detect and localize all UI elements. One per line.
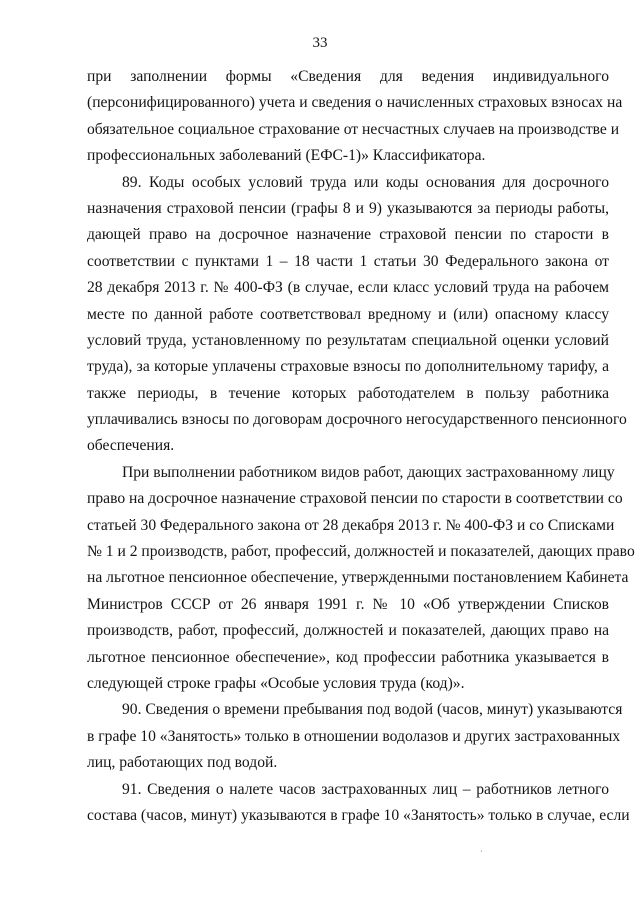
text-line: месте по данной работе соответствовал вредному и (или) опасному классу [87, 305, 609, 323]
text-line: обязательное социальное страхование от несчастных случаев на производстве и [87, 120, 620, 138]
text-line: № 1 и 2 производств, работ, профессий, должностей и показателей, дающих право [87, 543, 635, 561]
text-line: при заполнении формы «Сведения для ведения индивидуального [87, 68, 609, 85]
text-line: дающей право на досрочное назначение страховой пенсии по старости в [87, 226, 609, 244]
page-number: 33 [312, 35, 328, 51]
text-line: льготное пенсионное обеспечение», код профессии работника указывается в [87, 648, 609, 666]
text-line: 91. Сведения о налете часов застрахованных лиц – работников летного [122, 780, 609, 798]
text-line: право на досрочное назначение страховой пенсии по старости в соответствии со [87, 490, 623, 508]
text-line: условий труда, установленному по результатам специальной оценки условий [87, 331, 609, 349]
text-line: обеспечения. [87, 437, 175, 455]
text-line: также периоды, в течение которых работодателем в пользу работника [87, 384, 609, 402]
text-line: При выполнении работником видов работ, дающих застрахованному лицу [122, 463, 615, 481]
text-line: назначения страховой пенсии (графы 8 и 9) указываются за периоды работы, [87, 199, 609, 217]
text-line: 89. Коды особых условий труда или коды основания для досрочного [122, 173, 609, 191]
text-line: (персонифицированного) учета и сведения о начисленных страховых взносах на [87, 94, 623, 112]
text-line: 90. Сведения о времени пребывания под водой (часов, минут) указываются [122, 701, 623, 719]
text-line: на льготное пенсионное обеспечение, утвержденными постановлением Кабинета [87, 569, 629, 587]
text-line: лиц, работающих под водой. [87, 754, 278, 772]
text-line: производств, работ, профессий, должностей и показателей, дающих право на [87, 622, 609, 640]
text-line: соответствии с пунктами 1 – 18 части 1 статьи 30 Федерального закона от [87, 252, 609, 270]
text-line: 28 декабря 2013 г. № 400-ФЗ (в случае, если класс условий труда на рабочем [87, 279, 609, 297]
text-line: уплачивались взносы по договорам досрочного негосударственного пенсионного [87, 411, 627, 429]
text-line: состава (часов, минут) указываются в графе 10 «Занятость» только в случае, если [87, 806, 630, 824]
text-line: труда), за которые уплачены страховые взносы по дополнительному тарифу, а [87, 358, 609, 376]
document-body [87, 64, 635, 829]
text-line: профессиональных заболеваний (ЕФС-1)» Классификатора. [87, 147, 486, 165]
text-line: следующей строке графы «Особые условия труда (код)». [87, 674, 465, 692]
scan-artifact: · [480, 847, 483, 856]
text-line: Министров СССР от 26 января 1991 г. № 10 «Об утверждении Списков [87, 595, 609, 613]
text-line: статьей 30 Федерального закона от 28 декабря 2013 г. № 400-ФЗ и со Списками [87, 516, 615, 534]
text-line: в графе 10 «Занятость» только в отношении водолазов и других застрахованных [87, 727, 621, 745]
